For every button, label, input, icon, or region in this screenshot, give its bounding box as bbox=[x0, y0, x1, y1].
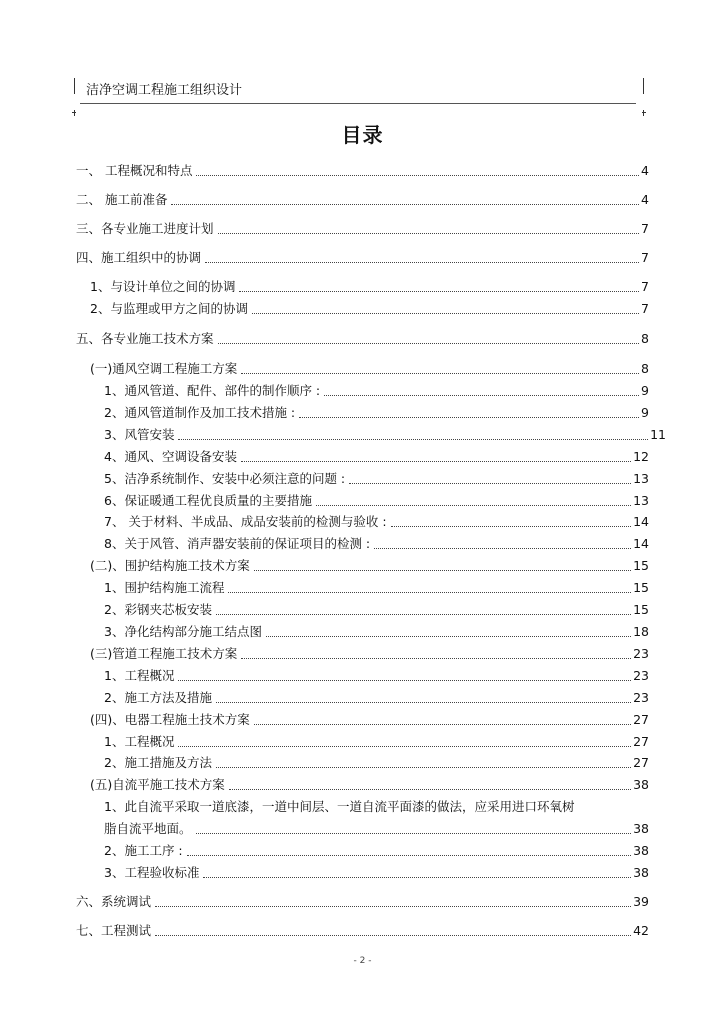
toc-entry-text: 5、洁净系统制作、安装中必须注意的问题 : bbox=[104, 471, 346, 486]
toc-page-number: 9 bbox=[641, 405, 649, 420]
toc-leader bbox=[216, 767, 631, 768]
toc-entry[interactable] bbox=[90, 361, 649, 377]
toc-entry[interactable] bbox=[104, 383, 649, 399]
toc-leader bbox=[374, 548, 631, 549]
toc-leader bbox=[178, 746, 631, 747]
toc-entry-text: 1、工程概况 bbox=[104, 668, 175, 683]
toc-leader bbox=[216, 702, 631, 703]
toc-page-number: 11 bbox=[650, 427, 666, 442]
toc-page-number: 8 bbox=[641, 331, 649, 346]
toc-page-number: 23 bbox=[633, 668, 649, 683]
toc-entry[interactable] bbox=[90, 279, 649, 295]
corner-mark bbox=[643, 110, 644, 116]
toc-leader bbox=[229, 789, 631, 790]
toc-leader bbox=[254, 724, 631, 725]
toc-page-number: 7 bbox=[641, 301, 649, 316]
toc-leader bbox=[241, 373, 639, 374]
toc-entry-text: 1、工程概况 bbox=[104, 734, 175, 749]
toc-entry[interactable] bbox=[104, 536, 649, 552]
toc-entry-text: (三)管道工程施工技术方案 bbox=[90, 646, 238, 661]
toc-entry[interactable] bbox=[104, 580, 649, 596]
toc-leader bbox=[205, 262, 639, 263]
toc-entry[interactable] bbox=[76, 250, 649, 266]
toc-entry[interactable] bbox=[104, 449, 649, 465]
toc-leader bbox=[196, 175, 639, 176]
toc-entry-text: 四、施工组织中的协调 bbox=[76, 250, 202, 265]
toc-entry[interactable] bbox=[104, 493, 649, 509]
toc-entry-text: (五)自流平施工技术方案 bbox=[90, 777, 225, 792]
toc-entry-text: 1、通风管道、配件、部件的制作顺序 : bbox=[104, 383, 321, 398]
toc-entry[interactable] bbox=[104, 821, 649, 837]
toc-entry-text: 4、通风、空调设备安装 bbox=[104, 449, 237, 464]
toc-page-number: 12 bbox=[633, 449, 649, 464]
toc-page-number: 23 bbox=[633, 690, 649, 705]
toc-entry[interactable] bbox=[104, 734, 649, 750]
toc-page-number: 42 bbox=[633, 923, 649, 938]
toc-leader bbox=[178, 439, 648, 440]
header-rule bbox=[80, 103, 636, 104]
corner-tick bbox=[72, 112, 76, 113]
toc-page-number: 14 bbox=[633, 536, 649, 551]
corner-mark bbox=[643, 78, 644, 94]
toc-page-number: 4 bbox=[641, 163, 649, 178]
toc-entry[interactable] bbox=[76, 163, 649, 179]
toc-entry[interactable] bbox=[76, 221, 649, 237]
corner-mark bbox=[74, 78, 75, 94]
toc-entry[interactable] bbox=[90, 646, 649, 662]
toc-leader bbox=[155, 935, 631, 936]
toc-entry[interactable] bbox=[76, 894, 649, 910]
toc-entry-text: 8、关于风管、消声器安装前的保证项目的检测 : bbox=[104, 536, 371, 551]
toc-entry[interactable] bbox=[104, 668, 649, 684]
toc-entry-text: (二)、围护结构施工技术方案 bbox=[90, 558, 250, 573]
toc-entry-text: 1、与设计单位之间的协调 bbox=[90, 279, 236, 294]
toc-leader bbox=[216, 614, 631, 615]
toc-page-number: 13 bbox=[633, 471, 649, 486]
toc-page-number: 39 bbox=[633, 894, 649, 909]
toc-entry-text: 二、 施工前准备 bbox=[76, 192, 168, 207]
toc-leader bbox=[228, 592, 631, 593]
toc-leader bbox=[299, 417, 639, 418]
toc-entry-text: 2、与监理或甲方之间的协调 bbox=[90, 301, 248, 316]
toc-entry-text: 1、围护结构施工流程 bbox=[104, 580, 225, 595]
toc-page-number: 7 bbox=[641, 279, 649, 294]
toc-leader bbox=[155, 906, 631, 907]
toc-page-number: 38 bbox=[633, 865, 649, 880]
toc-leader bbox=[196, 833, 632, 834]
toc-entry[interactable] bbox=[90, 777, 649, 793]
toc-entry[interactable] bbox=[104, 843, 649, 859]
toc-entry[interactable] bbox=[76, 923, 649, 939]
toc-entry[interactable] bbox=[104, 427, 666, 443]
toc-leader bbox=[178, 680, 631, 681]
toc-leader bbox=[324, 395, 639, 396]
toc-leader bbox=[203, 877, 631, 878]
toc-leader bbox=[218, 343, 640, 344]
toc-page-number: 27 bbox=[633, 755, 649, 770]
toc-entry-text: 2、施工方法及措施 bbox=[104, 690, 212, 705]
toc-leader bbox=[316, 505, 631, 506]
toc-leader bbox=[391, 526, 631, 527]
header-title: 洁净空调工程施工组织设计 bbox=[86, 83, 243, 98]
toc-page-number: 27 bbox=[633, 734, 649, 749]
toc-leader bbox=[241, 658, 631, 659]
toc-entry-text: 2、通风管道制作及加工技术措施 : bbox=[104, 405, 296, 420]
toc-leader bbox=[187, 855, 631, 856]
toc-entry-text: 1、此自流平采取一道底漆，一道中间层、一道自流平面漆的做法，应采用进口环氧树 bbox=[104, 799, 575, 814]
toc-page-number: 27 bbox=[633, 712, 649, 727]
toc-entry-text: 三、各专业施工进度计划 bbox=[76, 221, 214, 236]
toc-leader bbox=[252, 313, 639, 314]
toc-entry[interactable] bbox=[76, 192, 649, 208]
toc-page-number: 18 bbox=[633, 624, 649, 639]
toc-entry-text: 3、工程验收标准 bbox=[104, 865, 200, 880]
toc-page-number: 15 bbox=[633, 558, 649, 573]
toc-entry-text: 六、系统调试 bbox=[76, 894, 152, 909]
toc-entry[interactable] bbox=[90, 558, 649, 574]
toc-page-number: 14 bbox=[633, 514, 649, 529]
toc-entry-text: 2、彩钢夹芯板安装 bbox=[104, 602, 212, 617]
toc-entry[interactable] bbox=[104, 755, 649, 771]
corner-tick bbox=[642, 112, 646, 113]
toc-entry[interactable] bbox=[104, 405, 649, 421]
corner-mark bbox=[74, 110, 75, 116]
toc-page-number: 38 bbox=[633, 821, 649, 836]
toc-page-number: 23 bbox=[633, 646, 649, 661]
toc-page-number: 8 bbox=[641, 361, 649, 376]
toc-entry-text: 脂自流平地面。 bbox=[104, 821, 192, 836]
toc-entry-text: 2、施工措施及方法 bbox=[104, 755, 212, 770]
toc-entry[interactable] bbox=[104, 624, 649, 640]
toc-leader bbox=[171, 204, 639, 205]
toc-entry-text: 3、净化结构部分施工结点图 bbox=[104, 624, 262, 639]
toc-leader bbox=[218, 233, 640, 234]
toc-page-number: 9 bbox=[641, 383, 649, 398]
toc-entry-text: 3、风管安装 bbox=[104, 427, 175, 442]
toc-page-number: 15 bbox=[633, 602, 649, 617]
toc-entry[interactable] bbox=[90, 712, 649, 728]
toc-entry-text: 一、 工程概况和特点 bbox=[76, 163, 193, 178]
toc-entry[interactable] bbox=[104, 471, 649, 487]
toc-title: 目录 bbox=[341, 123, 384, 147]
toc-page-number: 38 bbox=[633, 843, 649, 858]
toc-leader bbox=[241, 461, 631, 462]
toc-entry-text: 五、各专业施工技术方案 bbox=[76, 331, 214, 346]
toc-entry-text: 6、保证暖通工程优良质量的主要措施 bbox=[104, 493, 312, 508]
toc-entry[interactable] bbox=[104, 602, 649, 618]
toc-page-number: 38 bbox=[633, 777, 649, 792]
toc-page-number: 4 bbox=[641, 192, 649, 207]
toc-page-number: 7 bbox=[641, 221, 649, 236]
toc-leader bbox=[254, 570, 631, 571]
toc-entry-text: (一)通风空调工程施工方案 bbox=[90, 361, 238, 376]
toc-entry[interactable] bbox=[76, 331, 649, 347]
toc-page-number: 7 bbox=[641, 250, 649, 265]
toc-entry-text: 2、施工工序 : bbox=[104, 843, 183, 858]
toc-entry[interactable] bbox=[104, 690, 649, 706]
toc-leader bbox=[239, 291, 639, 292]
toc-leader bbox=[349, 483, 631, 484]
toc-entry[interactable] bbox=[90, 301, 649, 317]
toc-entry-text: (四)、电器工程施土技术方案 bbox=[90, 712, 250, 727]
toc-entry[interactable] bbox=[104, 514, 649, 530]
toc-entry[interactable] bbox=[104, 865, 649, 881]
toc-entry-text: 七、工程测试 bbox=[76, 923, 152, 938]
page-number: - 2 - bbox=[353, 956, 372, 966]
toc-entry-text: 7、 关于材料、半成品、成品安装前的检测与验收 : bbox=[104, 514, 387, 529]
toc-page-number: 15 bbox=[633, 580, 649, 595]
toc-page-number: 13 bbox=[633, 493, 649, 508]
toc-leader bbox=[266, 636, 631, 637]
